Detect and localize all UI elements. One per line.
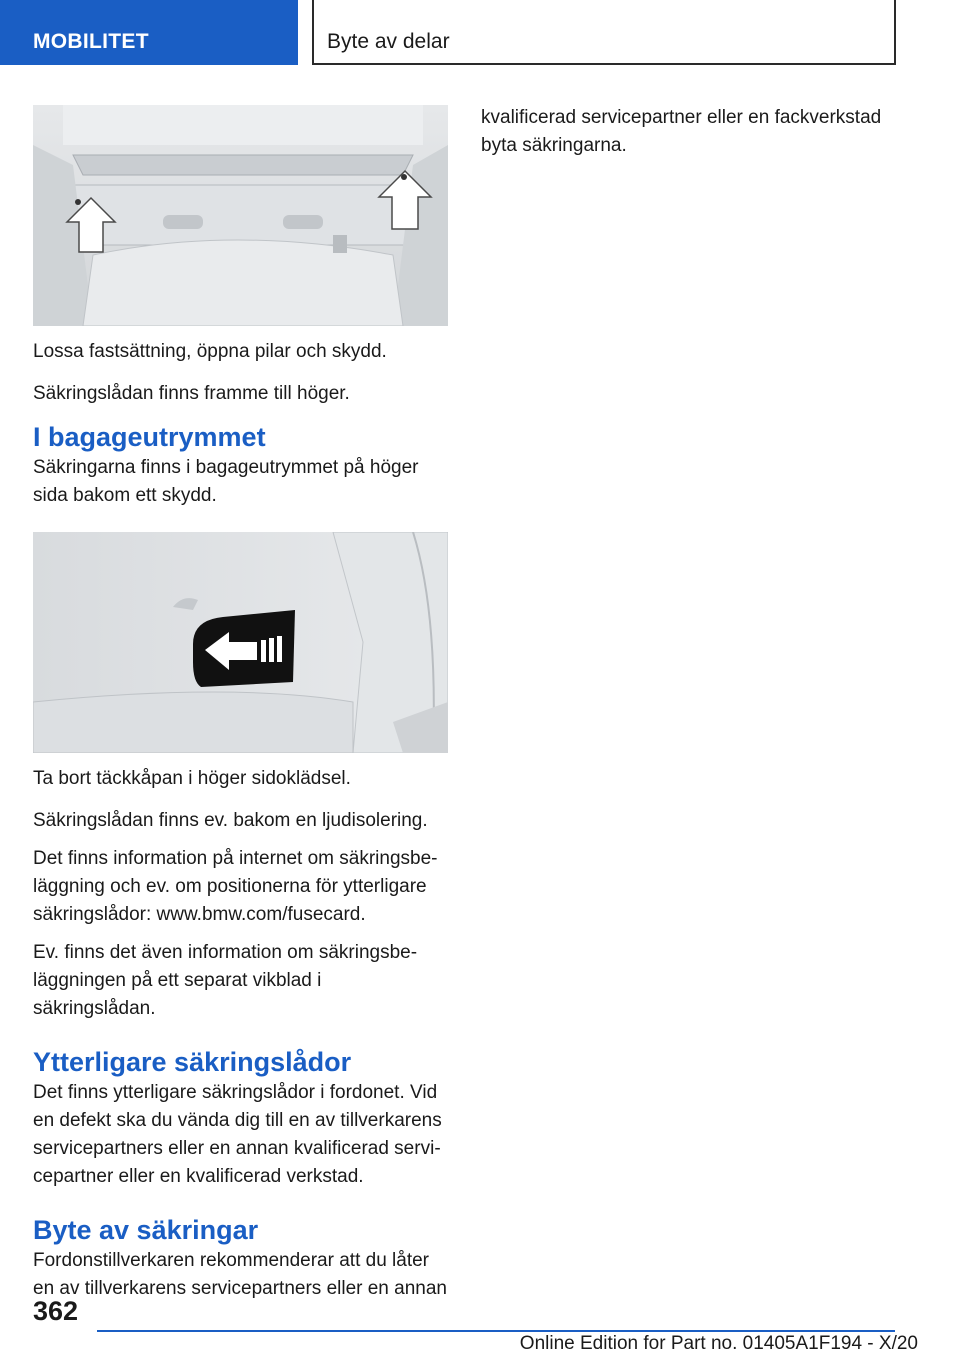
caption-1: Lossa fastsättning, öppna pilar och skydd.: [33, 341, 387, 362]
left-column: [33, 105, 448, 1303]
heading-replacing-fuses: Byte av säkringar: [33, 1215, 259, 1245]
paragraph-6: Det finns ytterligare säkringslådor i fordonet. Vid en defekt ska du vända dig till en av tillverkarens servicepartners eller en annan kvalificerad servicepartner eller en kvalificerad verkstad.: [33, 1082, 442, 1187]
heading-additional-fuse-boxes: Ytterligare säkringslådor: [33, 1047, 352, 1077]
paragraph-2: Säkringarna finns i bagageutrymmet på höger sida bakom ett skydd.: [33, 457, 419, 506]
paragraph-right-1: kvalificerad servicepartner eller en fackverkstad byta säkringarna.: [481, 107, 882, 156]
paragraph-4: Det finns information på internet om säkringsbeläggning och ev. om positionerna för ytterligare säkringslådor: www.bmw.com/fusecard.: [33, 848, 438, 925]
header-chapter-title: Byte av delar: [312, 0, 896, 65]
paragraph-1: Säkringslådan finns framme till höger.: [33, 383, 350, 404]
paragraph-3: Säkringslådan finns ev. bakom en ljudisolering.: [33, 810, 428, 831]
figure-engine-compartment-cover: [33, 105, 448, 326]
page-number: 362: [33, 1296, 79, 1326]
heading-luggage-compartment: I bagageutrymmet: [33, 422, 266, 452]
right-column: [481, 104, 901, 160]
header-section-tab: MOBILITET: [0, 0, 298, 65]
paragraph-7: Fordonstillverkaren rekommenderar att du låter en av tillverkarens servicepartners eller en annan: [33, 1250, 447, 1299]
figure-luggage-side-cover: [33, 532, 448, 753]
footer-divider: [97, 1330, 895, 1332]
paragraph-5: Ev. finns det även information om säkringsbeläggningen på ett separat vikblad i säkringslådan.: [33, 942, 418, 1019]
footer-edition-text: Online Edition for Part no. 01405A1F194 - X/20: [519, 1333, 918, 1354]
caption-2: Ta bort täckkåpan i höger sidoklädsel.: [33, 768, 351, 789]
